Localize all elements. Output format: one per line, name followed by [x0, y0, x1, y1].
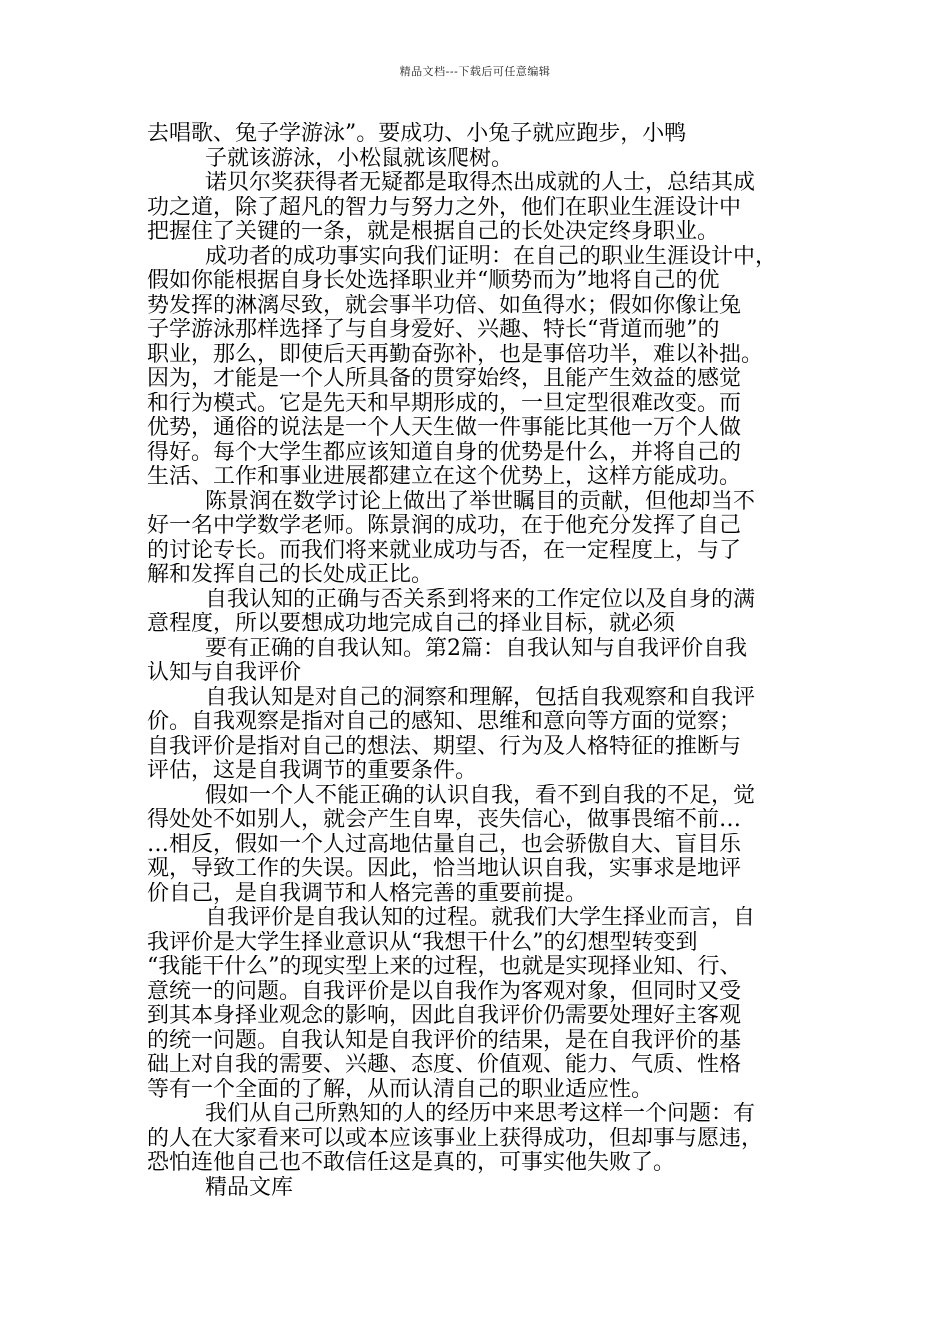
text-line: [147, 318, 812, 343]
text-line: [147, 588, 812, 613]
text-line: [147, 1102, 812, 1127]
text-line-content: 价。自我观察是指对自己的感知、思维和意向等方面的觉察；: [147, 710, 742, 734]
text-line-content: 精品文库: [205, 1175, 294, 1200]
text-line-content: 诺贝尔奖获得者无疑都是取得杰出成就的人士，总结其成: [205, 171, 756, 195]
text-line: [147, 1176, 812, 1201]
text-line-content: 意程度，所以要想成功地完成自己的择业目标，就必须: [147, 612, 676, 636]
text-line: [147, 686, 812, 711]
text-line-content: 恐怕连他自己也不敢信任这是真的，可事实他失败了。: [147, 1151, 676, 1175]
text-line: [147, 955, 812, 980]
text-line-content: 子就该游泳，小松鼠就该爬树。: [205, 146, 514, 171]
text-line: [147, 490, 812, 515]
text-line-content: 我评价是大学生择业意识从“我想干什么”的幻想型转变到: [147, 930, 698, 955]
text-line-content: 意统一的问题。自我评价是以自我作为客观对象，但同时又受: [147, 979, 742, 1004]
text-line-content: 认知与自我评价: [147, 661, 302, 685]
text-line-content: 解和发挥自己的长处成正比。: [147, 563, 434, 587]
text-line: [147, 735, 812, 760]
text-line-content: 等有一个全面的了解，从而认清自己的职业适应性。: [147, 1077, 654, 1102]
text-line-content: …相反，假如一个人过高地估量自己，也会骄傲自大、盲目乐: [147, 832, 742, 857]
text-line: [147, 563, 812, 588]
text-line: [147, 1078, 812, 1103]
text-line: [147, 833, 812, 858]
text-line: [147, 465, 812, 490]
text-line-content: 假如一个人不能正确的认识自我，看不到自我的不足，觉: [205, 783, 756, 808]
text-line-content: 子学游泳那样选择了与自身爱好、兴趣、特长“背道而驰”的: [147, 318, 720, 342]
text-line: [147, 1029, 812, 1054]
text-line: [147, 416, 812, 441]
text-line: [147, 1127, 812, 1152]
text-line-content: 要有正确的自我认知。第2篇：自我认知与自我评价自我: [205, 636, 747, 661]
text-line: [147, 245, 812, 270]
text-line: [147, 171, 812, 196]
text-line-content: 势发挥的淋漓尽致，就会事半功倍、如鱼得水；假如你像让兔: [147, 293, 742, 318]
text-line-content: 优势，通俗的说法是一个人天生做一件事能比其他一万个人做: [147, 416, 742, 440]
text-line-content: 得好。每个大学生都应该知道自身的优势是什么，并将自己的: [147, 440, 742, 465]
text-line-content: 我们从自己所熟知的人的经历中来思考这样一个问题：有: [205, 1102, 756, 1126]
text-line: [147, 220, 812, 245]
text-line-content: 自我评价是指对自己的想法、期望、行为及人格特征的推断与: [147, 734, 742, 759]
text-line-content: 功之道，除了超凡的智力与努力之外，他们在职业生涯设计中: [147, 195, 742, 220]
text-line-content: “我能干什么”的现实型上来的过程，也就是实现择业知、行、: [147, 955, 742, 979]
text-line: [147, 1151, 812, 1176]
text-line-content: 得处处不如别人，就会产生自卑，丧失信心，做事畏缩不前…: [147, 808, 742, 832]
text-line-content: 础上对自我的需要、兴趣、态度、价值观、能力、气质、性格: [147, 1053, 742, 1077]
text-line: [147, 612, 812, 637]
page-header: 精品文档---下载后可任意编辑: [399, 65, 551, 78]
text-line-content: 评估，这是自我调节的重要条件。: [147, 759, 478, 783]
text-line-content: 到其本身择业观念的影响，因此自我评价仍需要处理好主客观: [147, 1004, 742, 1028]
text-line: [147, 882, 812, 907]
text-line-content: 把握住了关键的一条，就是根据自己的长处决定终身职业。: [147, 220, 720, 244]
text-line: [147, 808, 812, 833]
text-line-content: 观，导致工作的失误。因此，恰当地认识自我，实事求是地评: [147, 857, 742, 881]
text-line-content: 好一名中学数学老师。陈景润的成功，在于他充分发挥了自己: [147, 514, 742, 538]
text-line: [147, 122, 812, 147]
text-line: [147, 196, 812, 221]
text-line-content: 的人在大家看来可以或本应该事业上获得成功，但却事与愿违，: [147, 1126, 764, 1151]
text-line-content: 自我评价是自我认知的过程。就我们大学生择业而言，自: [205, 906, 756, 930]
text-line: [147, 343, 812, 368]
text-line-content: 职业，那么，即使后天再勤奋弥补，也是事倍功半，难以补拙。: [147, 342, 764, 367]
text-line: [147, 980, 812, 1005]
text-line-content: 假如你能根据自身长处选择职业并“顺势而为”地将自己的优: [147, 269, 720, 293]
text-line-content: 去唱歌、兔子学游泳”。要成功、小兔子就应跑步，小鸭: [147, 122, 687, 146]
text-line: [147, 514, 812, 539]
text-line-content: 的讨论专长。而我们将来就业成功与否，在一定程度上，与了: [147, 538, 742, 563]
text-line: [147, 392, 812, 417]
text-line: [147, 147, 812, 172]
text-line-content: 自我认知是对自己的洞察和理解，包括自我观察和自我评: [205, 685, 756, 710]
text-line: [147, 1053, 812, 1078]
text-line: [147, 906, 812, 931]
text-line: [147, 661, 812, 686]
text-line-content: 陈景润在数学讨论上做出了举世瞩目的贡献，但他却当不: [205, 489, 756, 514]
text-line: [147, 294, 812, 319]
text-line: [147, 931, 812, 956]
text-line: [147, 759, 812, 784]
text-line: [147, 367, 812, 392]
text-line-content: 价自己，是自我调节和人格完善的重要前提。: [147, 881, 588, 906]
text-line: [147, 1004, 812, 1029]
text-line-content: 成功者的成功事实向我们证明：在自己的职业生涯设计中，: [205, 244, 778, 269]
text-line-content: 的统一问题。自我认知是自我评价的结果，是在自我评价的基: [147, 1028, 742, 1053]
text-line: [147, 637, 812, 662]
text-line: [147, 857, 812, 882]
text-line: [147, 269, 812, 294]
document-body: [147, 122, 812, 1200]
text-line-content: 自我认知的正确与否关系到将来的工作定位以及自身的满: [205, 587, 756, 612]
text-line: [147, 441, 812, 466]
text-line: [147, 784, 812, 809]
text-line: [147, 710, 812, 735]
text-line-content: 生活、工作和事业进展都建立在这个优势上，这样方能成功。: [147, 465, 742, 489]
text-line-content: 和行为模式。它是先天和早期形成的，一旦定型很难改变。而: [147, 391, 742, 416]
text-line: [147, 539, 812, 564]
text-line-content: 因为，才能是一个人所具备的贯穿始终，且能产生效益的感觉: [147, 367, 742, 391]
